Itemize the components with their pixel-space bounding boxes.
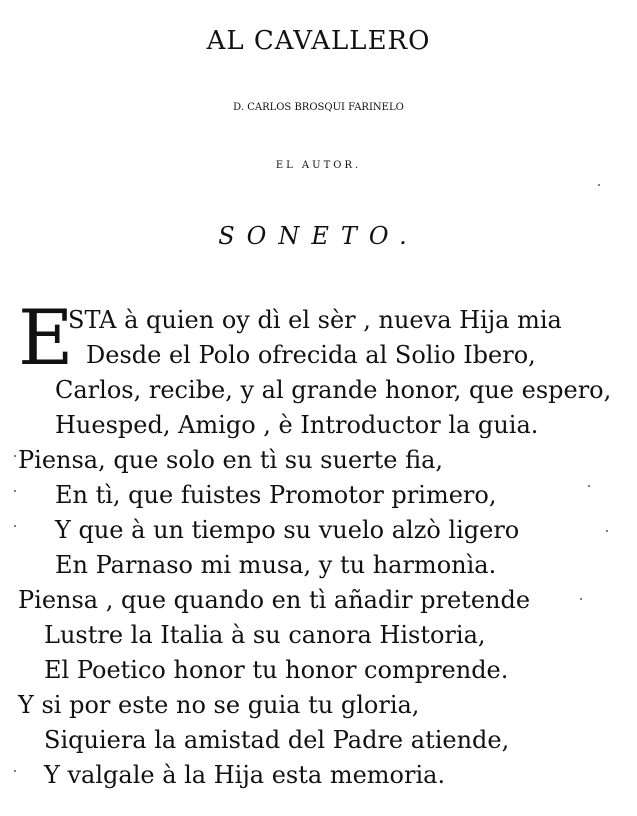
sonnet-line-4: Huesped, Amigo , è Introductor la guia.: [55, 411, 539, 439]
sonnet-line-13: Siquiera la amistad del Padre atiende,: [44, 726, 510, 754]
print-speck: [14, 525, 16, 527]
sonnet-line-3: Carlos, recibe, y al grande honor, que espero,: [55, 376, 612, 404]
print-speck: [588, 485, 590, 487]
dedicatee-name: D. CARLOS BROSQUI FARINELO: [233, 102, 404, 113]
sonnet-line-5: Piensa, que solo en tì su suerte fia,: [18, 446, 444, 474]
sonnet-line-1: STA à quien oy dì el sèr , nueva Hija mia: [68, 306, 562, 334]
print-speck: [14, 770, 16, 772]
print-speck: [14, 490, 16, 492]
sonnet-line-14: Y valgale à la Hija esta memoria.: [44, 761, 446, 789]
sonnet-line-8: En Parnaso mi musa, y tu harmonìa.: [55, 551, 497, 579]
print-speck: [14, 455, 16, 457]
sonnet-line-10: Lustre la Italia à su canora Historia,: [44, 621, 486, 649]
drop-cap: E: [18, 293, 74, 382]
sonnet-heading: SONETO.: [218, 222, 419, 250]
sonnet-line-11: El Poetico honor tu honor comprende.: [44, 656, 509, 684]
sonnet-line-6: En tì, que fuistes Promotor primero,: [55, 481, 497, 509]
print-speck: [580, 598, 582, 600]
dedication-title: AL CAVALLERO: [206, 26, 431, 56]
print-speck: [606, 530, 608, 532]
print-speck: [598, 184, 600, 186]
author-line: EL AUTOR.: [275, 160, 362, 171]
sonnet-line-2: Desde el Polo ofrecida al Solio Ibero,: [86, 341, 536, 369]
sonnet-line-12: Y si por este no se guia tu gloria,: [18, 691, 420, 719]
sonnet-line-9: Piensa , que quando en tì añadir pretende: [18, 586, 531, 614]
sonnet-line-7: Y que à un tiempo su vuelo alzò ligero: [55, 516, 520, 544]
